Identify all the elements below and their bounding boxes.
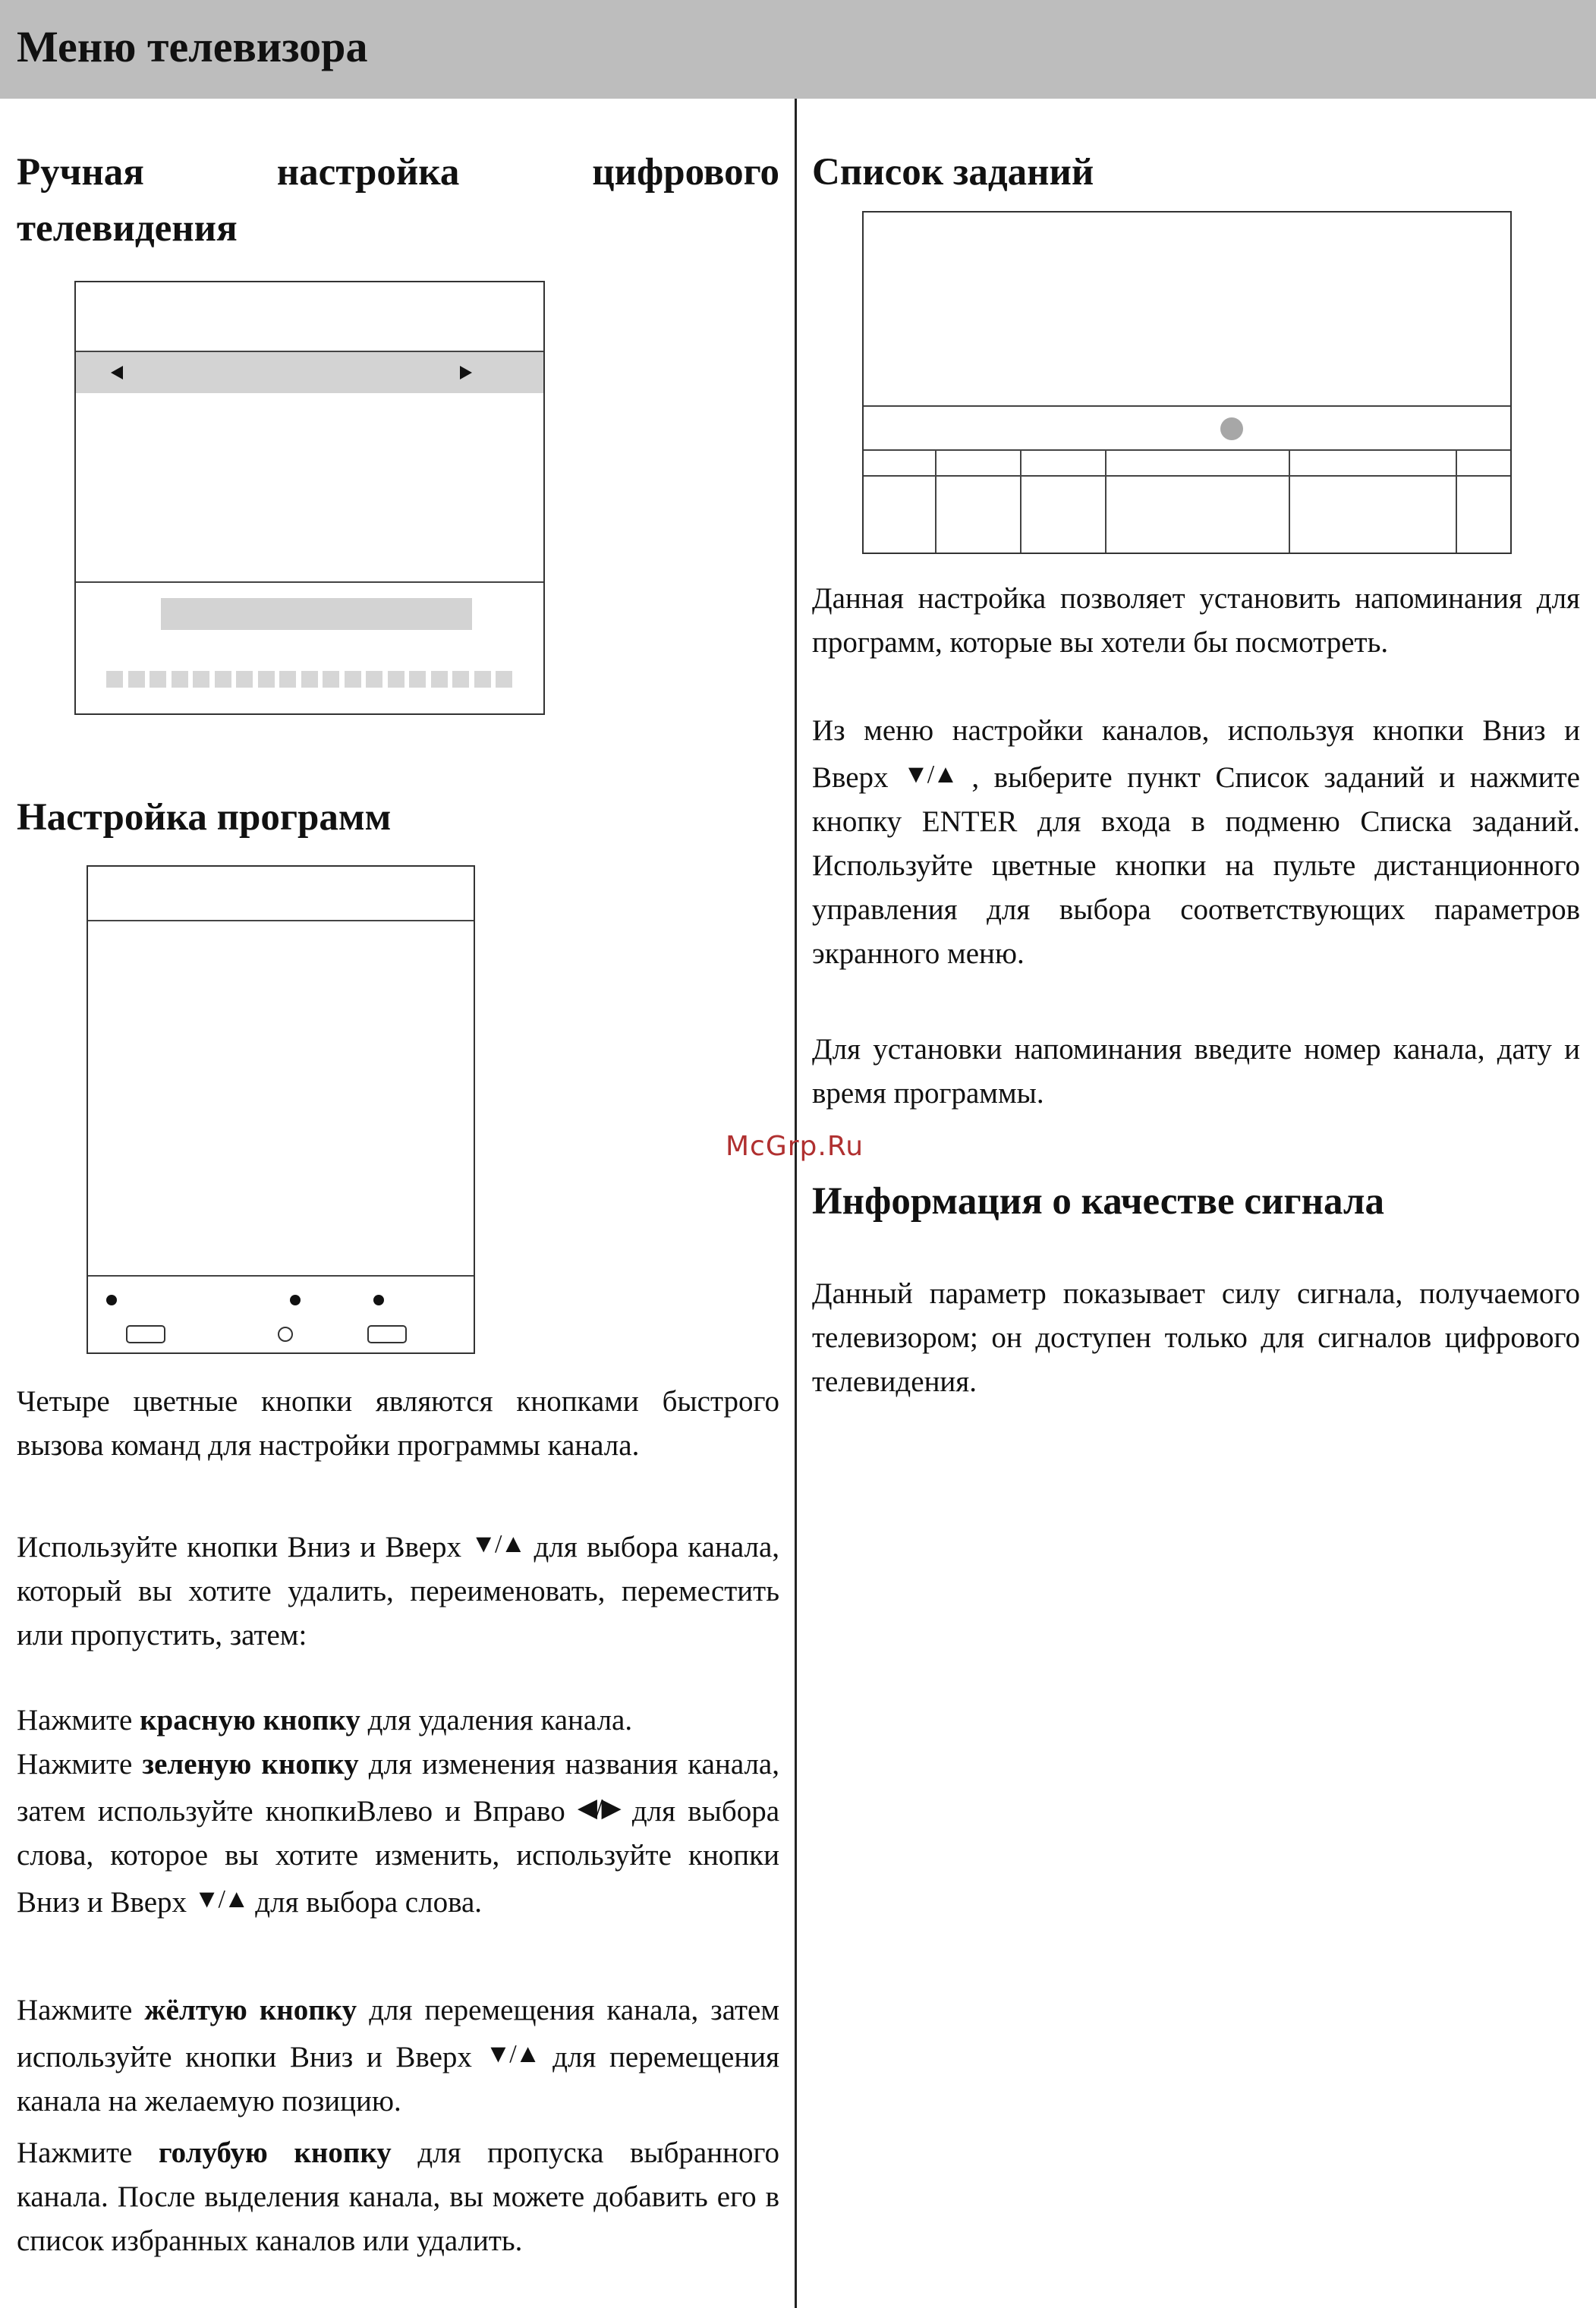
paragraph-blue-button: Нажмите голубую кнопку для пропуска выбранного канала. После выделения канала, вы можете добавить его в список избранных каналов или удалить. (17, 2136, 780, 2257)
down-up-arrows-icon: ▼/▲ (485, 2040, 540, 2068)
left-right-arrows-icon: ◀/▶ (577, 1794, 620, 1822)
green-button-label: зеленую кнопку (142, 1748, 359, 1781)
table-divider (864, 449, 1510, 451)
schedule-title: Список заданий (812, 151, 1094, 194)
manual-tuning-menu-diagram (74, 281, 545, 715)
progress-squares (106, 671, 516, 688)
down-up-arrows-icon: ▼/▲ (903, 760, 957, 789)
red-button-label: красную кнопку (140, 1704, 360, 1737)
manual-tuning-title-word1: Ручная (17, 151, 144, 194)
circle-icon (278, 1327, 293, 1342)
yellow-dot-icon (290, 1295, 301, 1305)
table-divider (864, 475, 1510, 477)
page-title: Меню телевизора (17, 22, 368, 71)
blue-button-label: голубую кнопку (158, 2136, 392, 2169)
paragraph-schedule-intro: Данная настройка позволяет установить напоминания для программ, которые вы хотели бы посмотреть. (812, 582, 1580, 659)
program-setup-title: Настройка программ (17, 796, 392, 839)
manual-tuning-title-word3: цифрового (592, 151, 779, 194)
selected-row (76, 352, 543, 393)
column-divider (795, 99, 797, 2308)
menu-divider (76, 581, 543, 583)
button-outline-icon (126, 1325, 165, 1343)
watermark: McGrp.Ru (726, 1131, 864, 1162)
paragraph-green-button: Нажмите зеленую кнопку для изменения названия канала, затем используйте кнопкиВлево и Вправо ◀/▶ для выбора слова, которое вы хотите изменить, используйте кнопки Вниз и Вверх ▼/▲ для выбора слова. (17, 1743, 779, 1925)
yellow-button-label: жёлтую кнопку (144, 1994, 357, 2026)
right-arrow-icon (460, 366, 472, 379)
down-up-arrows-icon: ▼/▲ (194, 1885, 248, 1913)
manual-tuning-title-line2: телевидения (17, 207, 238, 250)
paragraph-yellow-button: Нажмите жёлтую кнопку для перемещения канала, затем используйте кнопки Вниз и Вверх ▼/▲ для перемещения канала на желаемую позицию. (17, 1994, 780, 2118)
paragraph-select-channel: Используйте кнопки Вниз и Вверх ▼/▲ для выбора канала, который вы хотите удалить, переименовать, переместить или пропустить, затем: (17, 1522, 779, 1658)
table-column-line (1105, 449, 1106, 553)
manual-tuning-title-word2: настройка (276, 151, 460, 194)
table-column-line (935, 449, 937, 553)
menu-divider (88, 1275, 474, 1277)
signal-bar (161, 598, 472, 630)
paragraph-schedule-reminder: Для установки напоминания введите номер канала, дату и время программы. (812, 1033, 1580, 1110)
program-setup-menu-diagram (87, 865, 475, 1354)
table-divider (864, 405, 1510, 407)
status-dot-icon (1220, 417, 1243, 440)
menu-divider (88, 920, 474, 921)
paragraph-schedule-howto: Из меню настройки каналов, используя кнопки Вниз и Вверх ▼/▲ , выберите пункт Список заданий и нажмите кнопку ENTER для входа в подменю Списка заданий. Используйте цветные кнопки на пульте дистанционного управления для выбора соответствующих параметров экранного меню. (812, 714, 1580, 970)
left-arrow-icon (111, 366, 123, 379)
down-up-arrows-icon: ▼/▲ (471, 1530, 525, 1558)
manual-tuning-title (17, 144, 779, 200)
paragraph-color-buttons: Четыре цветные кнопки являются кнопками быстрого вызова команд для настройки программы канала. (17, 1385, 779, 1462)
paragraph-red-button: Нажмите красную кнопку для удаления канала. (17, 1704, 633, 1737)
paragraph-signal-quality: Данный параметр показывает силу сигнала, получаемого телевизором; он доступен только для сигналов цифрового телевидения. (812, 1277, 1580, 1398)
blue-dot-icon (373, 1295, 384, 1305)
table-column-line (1020, 449, 1022, 553)
table-column-line (1289, 449, 1290, 553)
red-dot-icon (106, 1295, 117, 1305)
table-column-line (1456, 449, 1457, 553)
signal-quality-title: Информация о качестве сигнала (812, 1180, 1385, 1223)
header-bar (0, 0, 1596, 99)
schedule-list-diagram (862, 211, 1512, 554)
button-outline-icon (367, 1325, 407, 1343)
